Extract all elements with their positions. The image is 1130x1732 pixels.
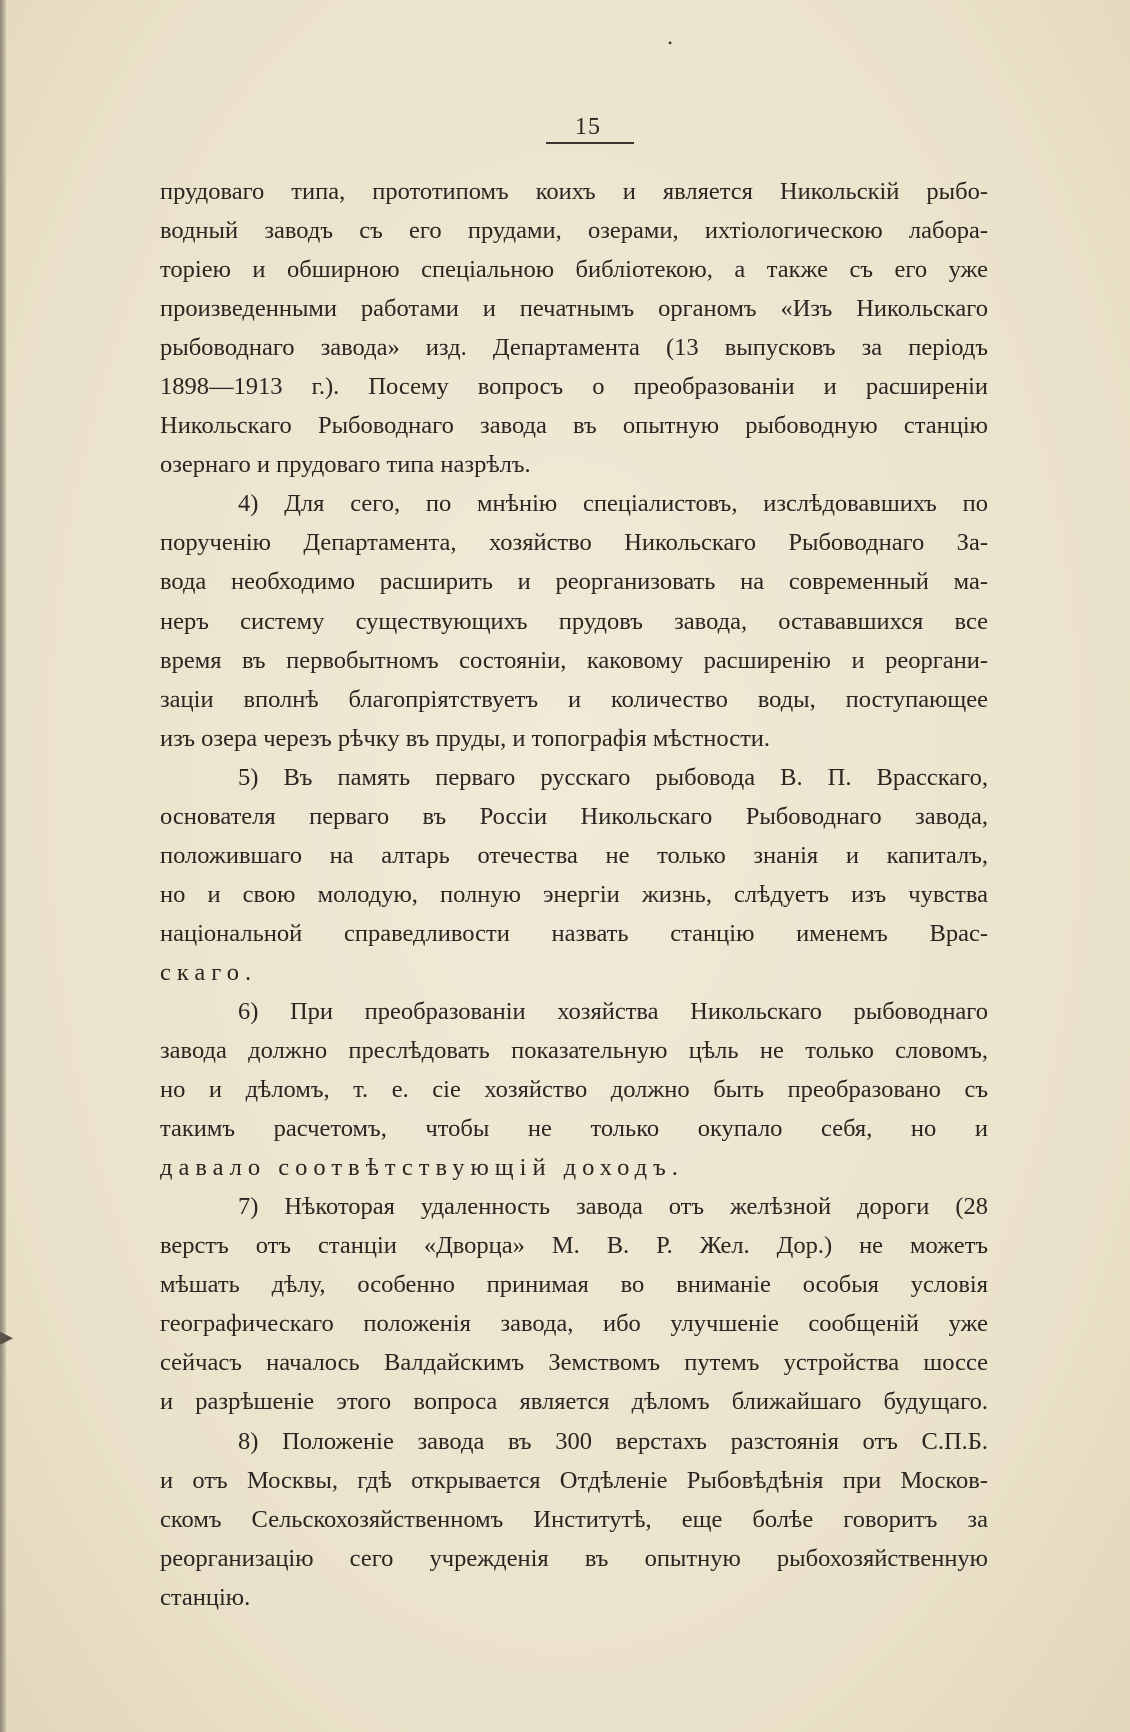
text-line: вода необходимо расширить и реорганизовать на современный ма- xyxy=(160,568,988,596)
text-line: прудоваго типа, прототипомъ коихъ и является Никольскій рыбо- xyxy=(160,178,988,205)
text-line: и разрѣшеніе этого вопроса является дѣломъ ближайшаго будущаго. xyxy=(160,1388,988,1416)
text-line: но и свою молодую, полную энергіи жизнь, слѣдуетъ изъ чувства xyxy=(160,880,988,908)
text-line: такимъ расчетомъ, чтобы не только окупало себя, но и xyxy=(160,1115,988,1143)
text-line: изъ озера черезъ рѣчку въ пруды, и топографія мѣстности. xyxy=(160,724,771,752)
paragraph-start: 5) Въ память перваго русскаго рыбовода В. П. Врасскаго, xyxy=(238,763,988,791)
text-line: скаго. xyxy=(160,958,258,986)
paragraph-start: 8) Положеніе завода въ 300 верстахъ разстоянія отъ С.П.Б. xyxy=(238,1427,988,1455)
text-line: географическаго положенія завода, ибо улучшеніе сообщеній уже xyxy=(160,1310,988,1338)
text-line: Никольскаго Рыбоводнаго завода въ опытную рыбоводную станцію xyxy=(160,412,988,440)
text-line: водный заводъ съ его прудами, озерами, ихтіологическою лабора- xyxy=(160,217,988,245)
text-line: и отъ Москвы, гдѣ открывается Отдѣленіе Рыбовѣдѣнія при Москов- xyxy=(160,1466,988,1494)
text-line: верстъ отъ станціи «Дворца» М. В. Р. Жел. Дор.) не можетъ xyxy=(160,1232,988,1260)
text-line: 1898—1913 г.). Посему вопросъ о преобразованіи и расширеніи xyxy=(160,373,988,401)
text-line: давало соотвѣтствующій доходъ. xyxy=(160,1154,684,1182)
text-line: неръ систему существующихъ прудовъ завода, остававшихся все xyxy=(160,607,988,635)
text-line: озернаго и прудоваго типа назрѣлъ. xyxy=(160,451,531,479)
text-line: скомъ Сельскохозяйственномъ Институтѣ, еще болѣе говоритъ за xyxy=(160,1505,988,1533)
text-line: торіею и обширною спеціальною библіотекою, а также съ его уже xyxy=(160,256,988,284)
text-line: заціи вполнѣ благопріятствуетъ и количество воды, поступающее xyxy=(160,685,988,713)
text-line: положившаго на алтарь отечества не только знанія и капиталъ, xyxy=(160,841,988,869)
text-line: произведенными работами и печатнымъ органомъ «Изъ Никольскаго xyxy=(160,295,988,323)
text-line: порученію Департамента, хозяйство Никольскаго Рыбоводнаго За- xyxy=(160,529,988,557)
text-line: реорганизацію сего учрежденія въ опытную рыбохозяйственную xyxy=(160,1544,988,1572)
page-edge-shadow xyxy=(0,0,6,1732)
text-line: основателя перваго въ Россіи Никольскаго Рыбоводнаго завода, xyxy=(160,802,988,830)
paragraph-start: 7) Нѣкоторая удаленность завода отъ желѣзной дороги (28 xyxy=(238,1193,988,1221)
text-line: станцію. xyxy=(160,1583,251,1611)
page-number: 15 xyxy=(575,114,601,140)
body-text xyxy=(160,172,988,1617)
text-line: мѣшать дѣлу, особенно принимая во вниманіе особыя условія xyxy=(160,1271,988,1299)
text-line: но и дѣломъ, т. е. сіе хозяйство должно быть преобразовано съ xyxy=(160,1076,988,1104)
paragraph-start: 4) Для сего, по мнѣнію спеціалистовъ, изслѣдовавшихъ по xyxy=(238,490,988,518)
text-line: завода должно преслѣдовать показательную цѣль не только словомъ, xyxy=(160,1037,988,1065)
margin-mark: ▸ xyxy=(0,1322,14,1351)
text-line: національной справедливости назвать станцію именемъ Врас- xyxy=(160,919,988,947)
text-line: сейчасъ началось Валдайскимъ Земствомъ путемъ устройства шоссе xyxy=(160,1349,988,1377)
text-line: рыбоводнаго завода» изд. Департамента (13 выпусковъ за періодъ xyxy=(160,334,988,362)
text-line: время въ первобытномъ состояніи, каковому расширенію и реоргани- xyxy=(160,646,988,674)
paragraph-start: 6) При преобразованіи хозяйства Никольскаго рыбоводнаго xyxy=(238,997,988,1025)
header-rule xyxy=(546,142,634,144)
print-speck: • xyxy=(668,36,673,50)
